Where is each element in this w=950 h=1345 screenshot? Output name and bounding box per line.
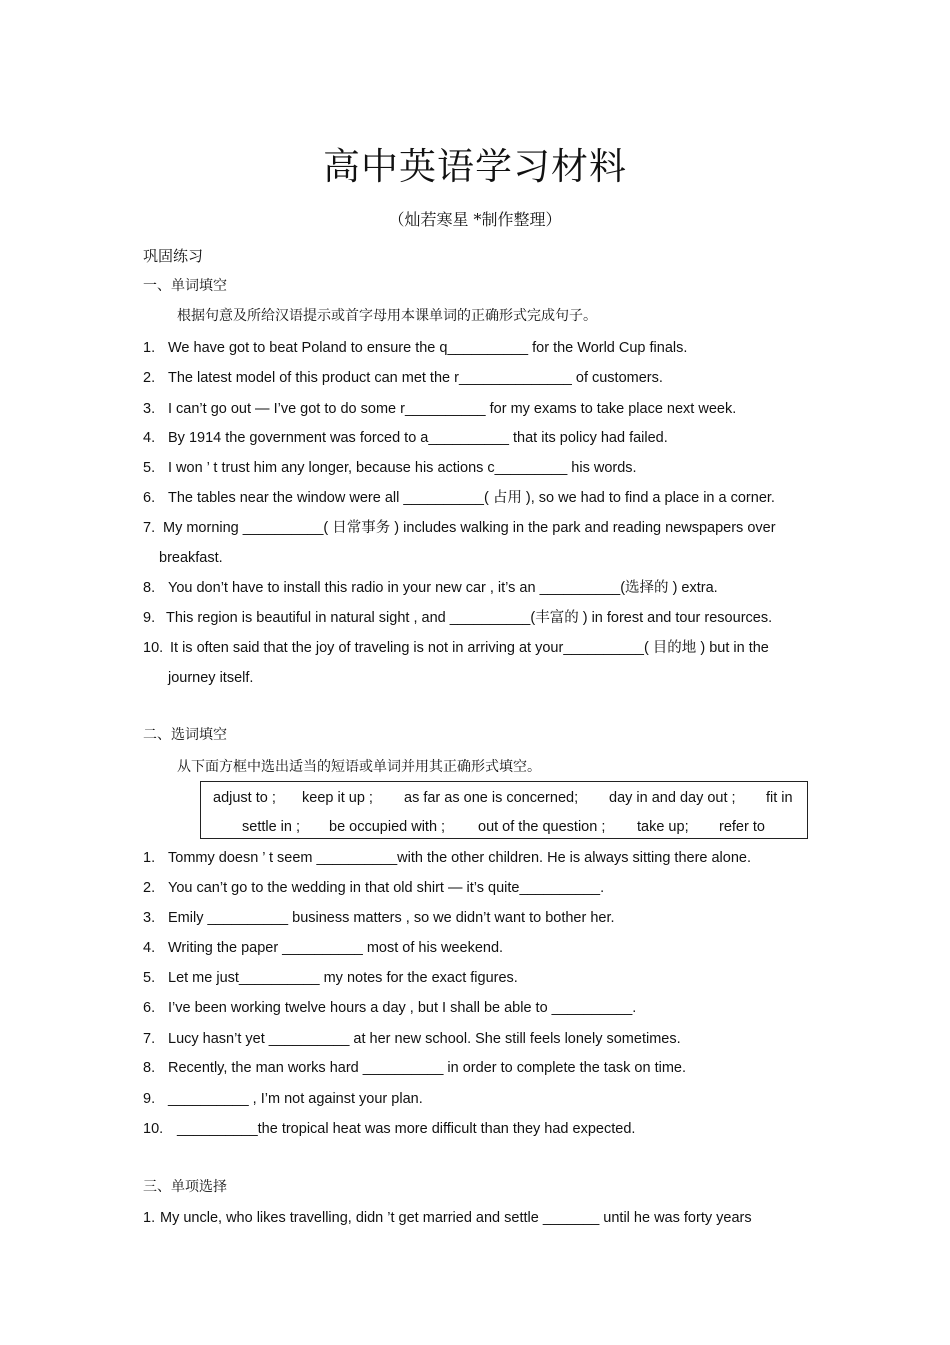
part1-item	[143, 608, 772, 628]
item-number: 8.	[143, 1060, 156, 1076]
item-number: 3.	[143, 401, 156, 417]
part1-item	[143, 578, 718, 598]
item-text: Tommy doesn ’ t seem __________with the other children. He is always sitting there alone.	[168, 850, 752, 866]
item-text: __________ , I’m not against your plan.	[168, 1091, 423, 1107]
part1-item	[143, 368, 663, 388]
part1-item-continuation	[159, 548, 223, 568]
item-text: You don’t have to install this radio in your new car , it’s an __________(选择的 ) extra.	[168, 580, 718, 596]
word-bank-box	[200, 781, 808, 839]
item-text: I can’t go out — I’ve got to do some r__________ for my exams to take place next week.	[168, 401, 737, 417]
part2-item	[143, 1119, 635, 1139]
word-bank-item: adjust to ;	[213, 790, 276, 806]
item-text: breakfast.	[159, 550, 223, 566]
item-text: The tables near the window were all __________( 占用 ), so we had to find a place in a corner.	[168, 490, 775, 506]
part2-item	[143, 1058, 686, 1078]
part2-item	[143, 908, 615, 928]
item-text: By 1914 the government was forced to a__________ that its policy had failed.	[168, 430, 668, 446]
section-label: 巩固练习	[143, 247, 204, 265]
document-title: 高中英语学习材料	[323, 145, 627, 188]
item-number: 2.	[143, 370, 156, 386]
word-bank-item: as far as one is concerned;	[404, 790, 579, 806]
item-number: 8.	[143, 580, 156, 596]
word-bank-item: take up;	[637, 819, 689, 835]
part2-item	[143, 1029, 681, 1049]
item-number: 9.	[143, 610, 156, 626]
item-text: I won ’ t trust him any longer, because his actions c_________ his words.	[168, 460, 637, 476]
item-text: journey itself.	[168, 670, 254, 686]
item-number: 7.	[143, 520, 156, 536]
part1-item	[143, 638, 769, 658]
item-text: Let me just__________ my notes for the exact figures.	[168, 970, 518, 986]
item-text: Writing the paper __________ most of his weekend.	[168, 940, 504, 956]
part1-item	[143, 458, 637, 478]
item-text: Recently, the man works hard __________ in order to complete the task on time.	[168, 1060, 686, 1076]
part1-instruction: 根据句意及所给汉语提示或首字母用本课单词的正确形式完成句子。	[177, 308, 597, 324]
part3-heading: 三、单项选择	[143, 1179, 227, 1195]
item-text: The latest model of this product can met the r______________ of customers.	[168, 370, 663, 386]
item-number: 1.	[143, 850, 156, 866]
part2-item	[143, 848, 751, 868]
part1-heading: 一、单词填空	[143, 278, 227, 294]
item-number: 7.	[143, 1031, 156, 1047]
item-text: I’ve been working twelve hours a day , but I shall be able to __________.	[168, 1000, 637, 1016]
item-text: This region is beautiful in natural sight , and __________(丰富的 ) in forest and tour resources.	[166, 610, 773, 626]
item-number: 4.	[143, 430, 156, 446]
part2-instruction: 从下面方框中选出适当的短语或单词并用其正确形式填空。	[177, 759, 541, 775]
part2-heading: 二、选词填空	[143, 727, 227, 743]
item-number: 6.	[143, 490, 156, 506]
item-number: 9.	[143, 1091, 156, 1107]
item-number: 5.	[143, 970, 156, 986]
word-bank-item: settle in ;	[242, 819, 301, 835]
word-bank-item: keep it up ;	[302, 790, 373, 806]
part2-item	[143, 878, 604, 898]
word-bank-item: day in and day out ;	[609, 790, 736, 806]
item-number: 10.	[143, 1121, 164, 1137]
item-number: 5.	[143, 460, 156, 476]
item-number: 4.	[143, 940, 156, 956]
item-text: We have got to beat Poland to ensure the q__________ for the World Cup finals.	[168, 340, 688, 356]
item-number: 3.	[143, 910, 156, 926]
item-number: 2.	[143, 880, 156, 896]
part1-item	[143, 399, 736, 419]
part3-item	[143, 1208, 752, 1228]
part1-item	[143, 338, 687, 358]
part2-item	[143, 968, 518, 988]
part1-item	[143, 518, 776, 538]
item-number: 1.	[143, 1210, 156, 1226]
item-text: My uncle, who likes travelling, didn ’t get married and settle _______ until he was forty years	[160, 1210, 752, 1226]
item-number: 6.	[143, 1000, 156, 1016]
word-bank-item: be occupied with ;	[329, 819, 446, 835]
part2-item	[143, 998, 636, 1018]
item-text: Emily __________ business matters , so we didn’t want to bother her.	[168, 910, 615, 926]
document-subtitle: （灿若寒星 *制作整理）	[388, 210, 562, 229]
item-text: You can’t go to the wedding in that old shirt — it’s quite__________.	[168, 880, 605, 896]
part1-item	[143, 488, 775, 508]
word-bank-item: out of the question ;	[478, 819, 606, 835]
part1-item	[143, 428, 668, 448]
word-bank-item: fit in	[766, 790, 793, 806]
item-text: __________the tropical heat was more difficult than they had expected.	[177, 1121, 636, 1137]
part2-item	[143, 1089, 423, 1109]
item-text: It is often said that the joy of traveling is not in arriving at your__________( 目的地 ) but in the	[170, 640, 769, 656]
item-text: My morning __________( 日常事务 ) includes walking in the park and reading newspapers over	[163, 520, 776, 536]
item-text: Lucy hasn’t yet __________ at her new school. She still feels lonely sometimes.	[168, 1031, 681, 1047]
part2-item	[143, 938, 503, 958]
word-bank-item: refer to	[719, 819, 765, 835]
item-number: 10.	[143, 640, 164, 656]
part1-item-continuation	[168, 668, 253, 688]
item-number: 1.	[143, 340, 156, 356]
